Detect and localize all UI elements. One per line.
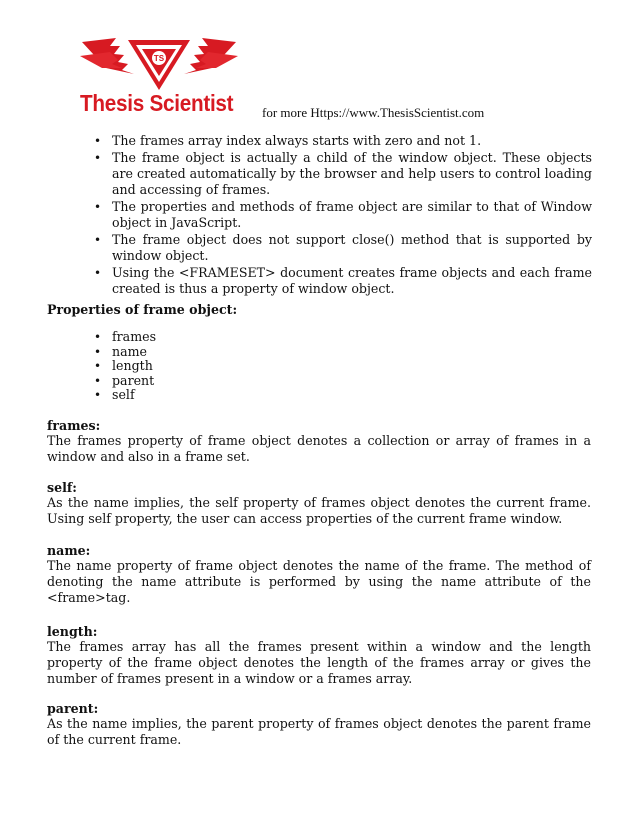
properties-list (94, 330, 592, 403)
logo-wordmark: Thesis Scientist (80, 90, 234, 116)
list-item: • The frames array index always starts with zero and not 1. (94, 133, 592, 149)
section-body-self: As the name implies, the self property of frames object denotes the current frame. Using self property, the user can access properties of the current frame window. (47, 495, 591, 526)
properties-heading: Properties of frame object: (47, 302, 238, 317)
website-link[interactable]: for more Https://www.ThesisScientist.com (262, 105, 485, 120)
section-title-parent: parent: (47, 701, 99, 716)
list-item: • frames (94, 330, 592, 345)
list-item: • The properties and methods of frame object are similar to that of Window object in JavaScript. (94, 199, 592, 231)
svg-text:TS: TS (153, 54, 165, 63)
list-item: • length (94, 359, 592, 374)
section-title-length: length: (47, 624, 98, 639)
section-title-name: name: (47, 543, 91, 558)
list-item: • name (94, 345, 592, 360)
list-item: • The frame object does not support close() method that is supported by window object. (94, 232, 592, 264)
intro-bullet-list (94, 133, 592, 298)
thesis-scientist-logo (76, 34, 242, 120)
list-item: • The frame object is actually a child of the window object. These objects are created automatically by the browser and help users to control loading and accessing of frames. (94, 150, 592, 198)
list-item: • self (94, 388, 592, 403)
section-body-name: The name property of frame object denotes the name of the frame. The method of denoting the name attribute is performed by using the name attribute of the <frame>tag. (47, 558, 591, 605)
winged-logo-icon (76, 34, 242, 92)
list-item: • parent (94, 374, 592, 389)
list-item: • Using the <FRAMESET> document creates frame objects and each frame created is thus a property of window object. (94, 265, 592, 297)
section-title-frames: frames: (47, 418, 101, 433)
section-title-self: self: (47, 480, 77, 495)
section-body-parent: As the name implies, the parent property of frames object denotes the parent frame of the current frame. (47, 716, 591, 747)
section-body-length: The frames array has all the frames present within a window and the length property of the frame object denotes the length of the frames array or gives the number of frames present in a window or a frames array. (47, 639, 591, 686)
section-body-frames: The frames property of frame object denotes a collection or array of frames in a window and also in a frame set. (47, 433, 591, 464)
